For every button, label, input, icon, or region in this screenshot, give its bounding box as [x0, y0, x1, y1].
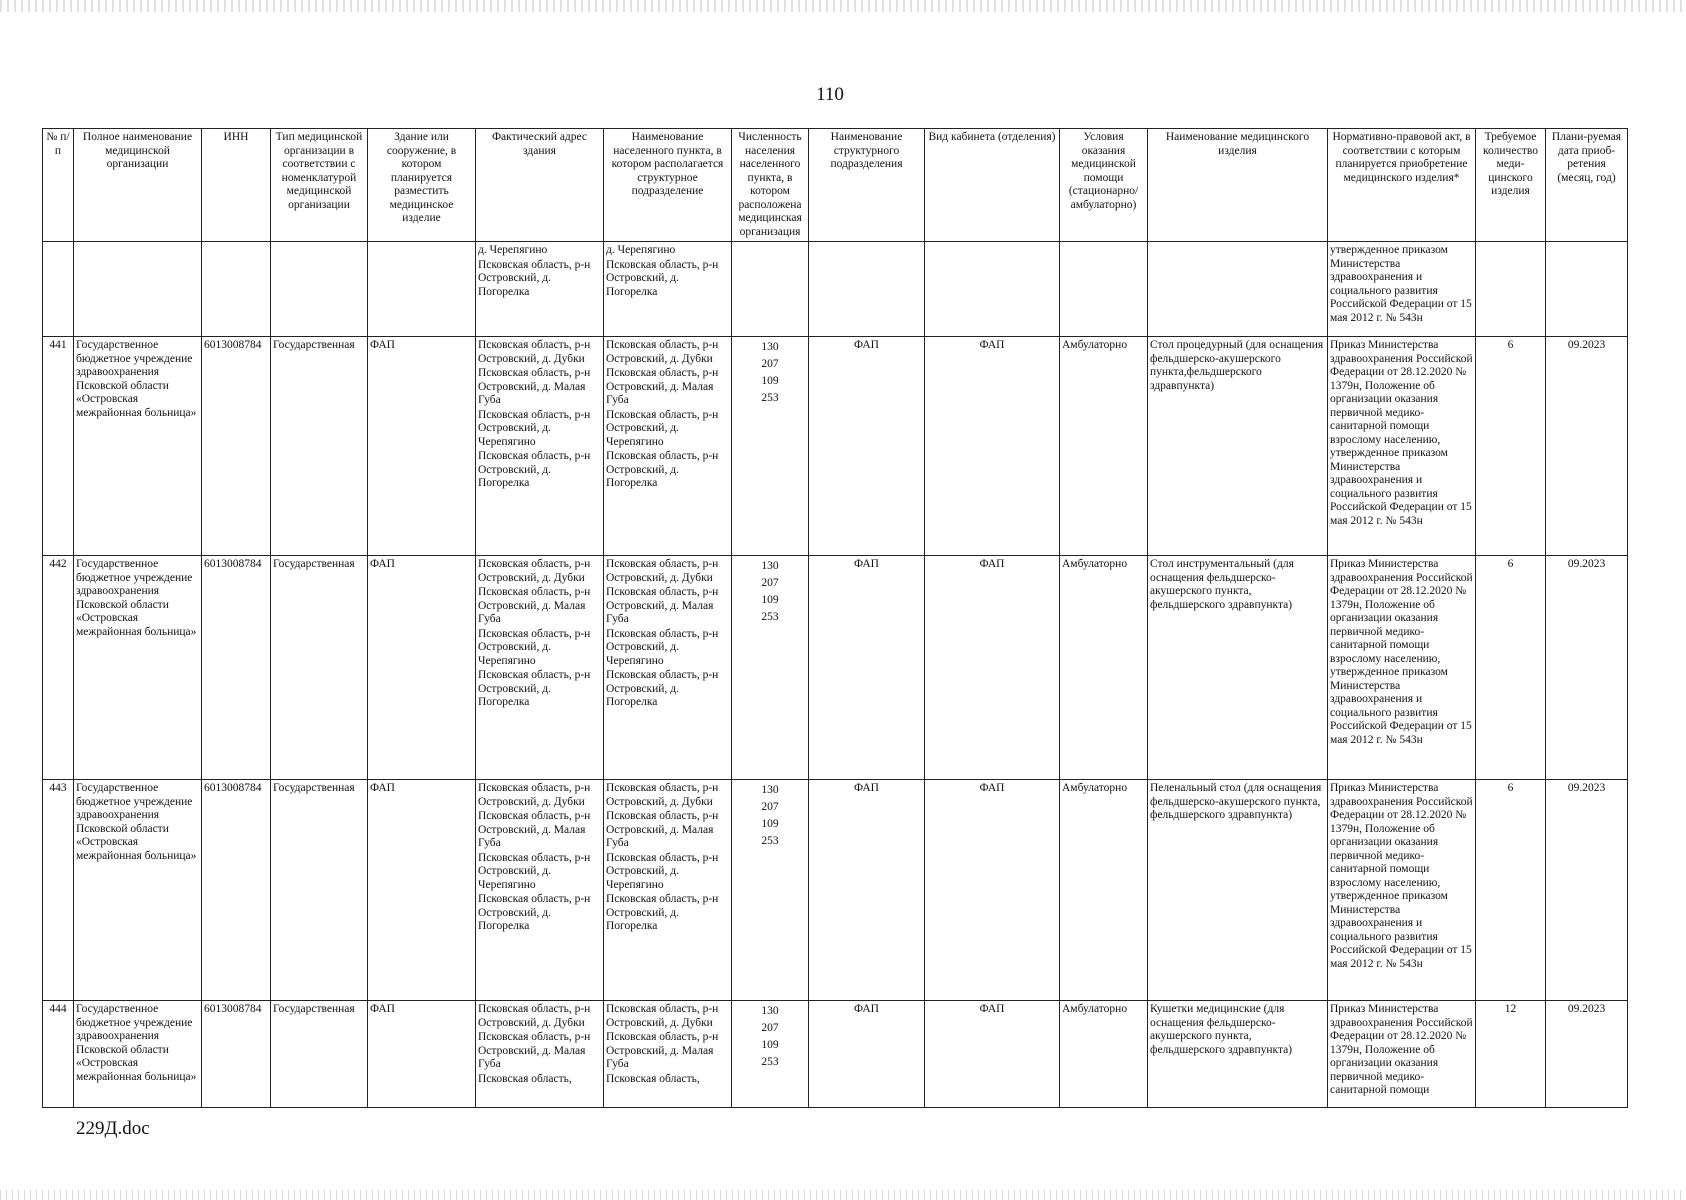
- org-name: Государственное бюджетное учреждение здравоохранения Псковской области «Островская межрайонная больница»: [74, 337, 202, 556]
- act-cell: утвержденное приказом Министерства здравоохранения и социального развития Российской Федерации от 15 мая 2012 г. № 543н: [1328, 242, 1476, 337]
- address-line: Псковская область, р-н Островский, д. Дубки: [478, 1003, 591, 1029]
- settlement-cell: [604, 242, 732, 337]
- header-cell: Наименование медицинского изделия: [1148, 129, 1328, 242]
- building: ФАП: [368, 780, 476, 1001]
- settlement-line: Псковская область, р-н Островский, д. Черепягино: [606, 627, 719, 667]
- row-number: 444: [43, 1001, 74, 1108]
- unit-name: ФАП: [809, 780, 925, 1001]
- org-type: Государственная: [271, 780, 368, 1001]
- header-row: [43, 129, 1628, 242]
- address-line: Псковская область, р-н Островский, д. Малая Губа: [478, 586, 591, 625]
- inn: 6013008784: [202, 556, 271, 780]
- device-name: Пеленальный стол (для оснащения фельдшерско-акушерского пункта, фельдшерского здравпункта): [1148, 780, 1328, 1001]
- population-value: 207: [761, 358, 779, 370]
- legal-act: Приказ Министерства здравоохранения Российской Федерации от 28.12.2020 № 1379н, Положение об организации оказания первичной медико-санитарной помощи взрослому населению, утвержденное приказом Министерства здравоохранения и социального развития Российской Федерации от 15 мая 2012 г. № 543н: [1328, 556, 1476, 780]
- header-cell: Плани-руемая дата приоб-ретения (месяц, год): [1546, 129, 1628, 242]
- row-number: 441: [43, 337, 74, 556]
- population-value: 109: [761, 375, 779, 387]
- population-value: 109: [761, 818, 779, 830]
- population-value: 130: [761, 784, 779, 796]
- population-value: 109: [761, 1039, 779, 1051]
- settlement-line: Псковская область, р-н Островский, д. Малая Губа: [606, 586, 719, 625]
- address-line: Псковская область, р-н Островский, д. Малая Губа: [478, 1031, 591, 1070]
- settlement-line: Псковская область, р-н Островский, д. Малая Губа: [606, 367, 719, 406]
- population-value: 253: [761, 611, 779, 623]
- header-cell: ИНН: [202, 129, 271, 242]
- org-name: Государственное бюджетное учреждение здравоохранения Псковской области «Островская межрайонная больница»: [74, 556, 202, 780]
- settlement-line: Псковская область, р-н Островский, д. Дубки: [606, 1003, 719, 1029]
- population-cell: [732, 556, 809, 780]
- population-value: 253: [761, 835, 779, 847]
- settlement-line: Псковская область, р-н Островский, д. Дубки: [606, 339, 719, 365]
- address-line: Псковская область, р-н Островский, д. Черепягино: [478, 627, 591, 667]
- care-conditions: Амбулаторно: [1060, 337, 1148, 556]
- header-cell: № п/п: [43, 129, 74, 242]
- table-cell: [271, 242, 368, 337]
- table-row: [43, 1001, 1628, 1108]
- cabinet-type: ФАП: [925, 556, 1060, 780]
- address-cell: [476, 242, 604, 337]
- header-cell: Тип медицинской организации в соответствии с номенклатурой медицинской организации: [271, 129, 368, 242]
- equipment-table: [42, 128, 1628, 1108]
- settlement-line: Псковская область, р-н Островский, д. Погорелка: [606, 893, 719, 932]
- planned-date: 09.2023: [1546, 780, 1628, 1001]
- address-line: д. Черепягино: [478, 244, 548, 256]
- settlement-cell: [604, 780, 732, 1001]
- address-line: Псковская область, р-н Островский, д. Погорелка: [478, 893, 591, 932]
- row-number: 443: [43, 780, 74, 1001]
- settlement-line: Псковская область, р-н Островский, д. Черепягино: [606, 851, 719, 891]
- cabinet-type: ФАП: [925, 780, 1060, 1001]
- settlement-line: Псковская область, р-н Островский, д. Погорелка: [606, 450, 719, 489]
- planned-date: 09.2023: [1546, 1001, 1628, 1108]
- settlement-line: д. Черепягино: [606, 244, 676, 256]
- settlement-line: Псковская область, р-н Островский, д. Малая Губа: [606, 810, 719, 849]
- building: ФАП: [368, 556, 476, 780]
- inn: 6013008784: [202, 337, 271, 556]
- population-value: 130: [761, 341, 779, 353]
- settlement-line: Псковская область, р-н Островский, д. Погорелка: [606, 669, 719, 708]
- address-line: Псковская область, р-н Островский, д. Погорелка: [478, 258, 591, 298]
- table-cell: [1546, 242, 1628, 337]
- org-name: Государственное бюджетное учреждение здравоохранения Псковской области «Островская межрайонная больница»: [74, 780, 202, 1001]
- settlement-line: Псковская область, р-н Островский, д. Малая Губа: [606, 1031, 719, 1070]
- settlement-line: Псковская область, р-н Островский, д. Черепягино: [606, 408, 719, 448]
- inn: 6013008784: [202, 780, 271, 1001]
- settlement-cell: [604, 1001, 732, 1108]
- population-value: 109: [761, 594, 779, 606]
- header-cell: Вид кабинета (отделения): [925, 129, 1060, 242]
- table-cell: [809, 242, 925, 337]
- unit-name: ФАП: [809, 1001, 925, 1108]
- quantity: 6: [1476, 337, 1546, 556]
- header-cell: Численность населения населенного пункта, в котором расположена медицинская организация: [732, 129, 809, 242]
- header-cell: Наименование структурного подразделения: [809, 129, 925, 242]
- population-value: 207: [761, 1022, 779, 1034]
- address-cell: [476, 780, 604, 1001]
- table-cell: [1148, 242, 1328, 337]
- page-number: 110: [816, 84, 844, 105]
- scan-edge-bottom: [0, 1190, 1686, 1200]
- address-line: Псковская область, р-н Островский, д. Дубки: [478, 782, 591, 808]
- table-cell: [74, 242, 202, 337]
- org-type: Государственная: [271, 556, 368, 780]
- quantity: 6: [1476, 780, 1546, 1001]
- cabinet-type: ФАП: [925, 1001, 1060, 1108]
- address-cell: [476, 556, 604, 780]
- address-line: Псковская область, р-н Островский, д. Погорелка: [478, 450, 591, 489]
- header-cell: Нормативно-правовой акт, в соответствии с которым планируется приобретение медицинского изделия*: [1328, 129, 1476, 242]
- population-cell: [732, 780, 809, 1001]
- unit-name: ФАП: [809, 337, 925, 556]
- row-number: 442: [43, 556, 74, 780]
- address-cell: [476, 337, 604, 556]
- settlement-line: Псковская область, р-н Островский, д. Дубки: [606, 558, 719, 584]
- cabinet-type: ФАП: [925, 337, 1060, 556]
- table-cell: [43, 242, 74, 337]
- settlement-line: Псковская область,: [606, 1072, 700, 1085]
- inn: 6013008784: [202, 1001, 271, 1108]
- table-cell: [925, 242, 1060, 337]
- address-line: Псковская область,: [478, 1072, 572, 1085]
- legal-act: Приказ Министерства здравоохранения Российской Федерации от 28.12.2020 № 1379н, Положение об организации оказания первичной медико-санитарной помощи взрослому населению, утвержденное приказом Министерства здравоохранения и социального развития Российской Федерации от 15 мая 2012 г. № 543н: [1328, 780, 1476, 1001]
- unit-name: ФАП: [809, 556, 925, 780]
- continuation-row: [43, 242, 1628, 337]
- table-cell: [368, 242, 476, 337]
- care-conditions: Амбулаторно: [1060, 1001, 1148, 1108]
- header-cell: Условия оказания медицинской помощи (стационарно/ амбулаторно): [1060, 129, 1148, 242]
- population-value: 207: [761, 801, 779, 813]
- address-line: Псковская область, р-н Островский, д. Малая Губа: [478, 367, 591, 406]
- document-filename: 229Д.doc: [76, 1118, 150, 1139]
- settlement-cell: [604, 337, 732, 556]
- device-name: Стол процедурный (для оснащения фельдшерско-акушерского пункта,фельдшерского здравпункта): [1148, 337, 1328, 556]
- building: ФАП: [368, 1001, 476, 1108]
- address-cell: [476, 1001, 604, 1108]
- scan-edge-top: [0, 0, 1686, 12]
- population-cell: [732, 1001, 809, 1108]
- table-row: [43, 337, 1628, 556]
- population-value: 253: [761, 392, 779, 404]
- header-cell: Наименование населенного пункта, в котором располагается структурное подразделение: [604, 129, 732, 242]
- table-cell: [1060, 242, 1148, 337]
- address-line: Псковская область, р-н Островский, д. Черепягино: [478, 408, 591, 448]
- address-line: Псковская область, р-н Островский, д. Погорелка: [478, 669, 591, 708]
- address-line: Псковская область, р-н Островский, д. Малая Губа: [478, 810, 591, 849]
- population-value: 207: [761, 577, 779, 589]
- org-name: Государственное бюджетное учреждение здравоохранения Псковской области «Островская межрайонная больница»: [74, 1001, 202, 1108]
- building: ФАП: [368, 337, 476, 556]
- table-cell: [732, 242, 809, 337]
- table-row: [43, 780, 1628, 1001]
- population-cell: [732, 337, 809, 556]
- population-value: 130: [761, 1005, 779, 1017]
- table-cell: [202, 242, 271, 337]
- quantity: 6: [1476, 556, 1546, 780]
- header-cell: Полное наименование медицинской организации: [74, 129, 202, 242]
- legal-act: Приказ Министерства здравоохранения Российской Федерации от 28.12.2020 № 1379н, Положение об организации оказания первичной медико-санитарной помощи: [1328, 1001, 1476, 1108]
- planned-date: 09.2023: [1546, 556, 1628, 780]
- table-cell: [1476, 242, 1546, 337]
- planned-date: 09.2023: [1546, 337, 1628, 556]
- population-value: 253: [761, 1056, 779, 1068]
- address-line: Псковская область, р-н Островский, д. Черепягино: [478, 851, 591, 891]
- settlement-line: Псковская область, р-н Островский, д. Погорелка: [606, 258, 719, 298]
- care-conditions: Амбулаторно: [1060, 780, 1148, 1001]
- org-type: Государственная: [271, 1001, 368, 1108]
- settlement-line: Псковская область, р-н Островский, д. Дубки: [606, 782, 719, 808]
- table-row: [43, 556, 1628, 780]
- device-name: Кушетки медицинские (для оснащения фельдшерско-акушерского пункта, фельдшерского здравпункта): [1148, 1001, 1328, 1108]
- org-type: Государственная: [271, 337, 368, 556]
- header-cell: Здание или сооружение, в котором планируется разместить медицинское изделие: [368, 129, 476, 242]
- address-line: Псковская область, р-н Островский, д. Дубки: [478, 558, 591, 584]
- address-line: Псковская область, р-н Островский, д. Дубки: [478, 339, 591, 365]
- legal-act: Приказ Министерства здравоохранения Российской Федерации от 28.12.2020 № 1379н, Положение об организации оказания первичной медико-санитарной помощи взрослому населению, утвержденное приказом Министерства здравоохранения и социального развития Российской Федерации от 15 мая 2012 г. № 543н: [1328, 337, 1476, 556]
- care-conditions: Амбулаторно: [1060, 556, 1148, 780]
- device-name: Стол инструментальный (для оснащения фельдшерско-акушерского пункта, фельдшерского здравпункта): [1148, 556, 1328, 780]
- header-cell: Требуемое количество меди-цинского изделия: [1476, 129, 1546, 242]
- population-value: 130: [761, 560, 779, 572]
- quantity: 12: [1476, 1001, 1546, 1108]
- settlement-cell: [604, 556, 732, 780]
- header-cell: Фактический адрес здания: [476, 129, 604, 242]
